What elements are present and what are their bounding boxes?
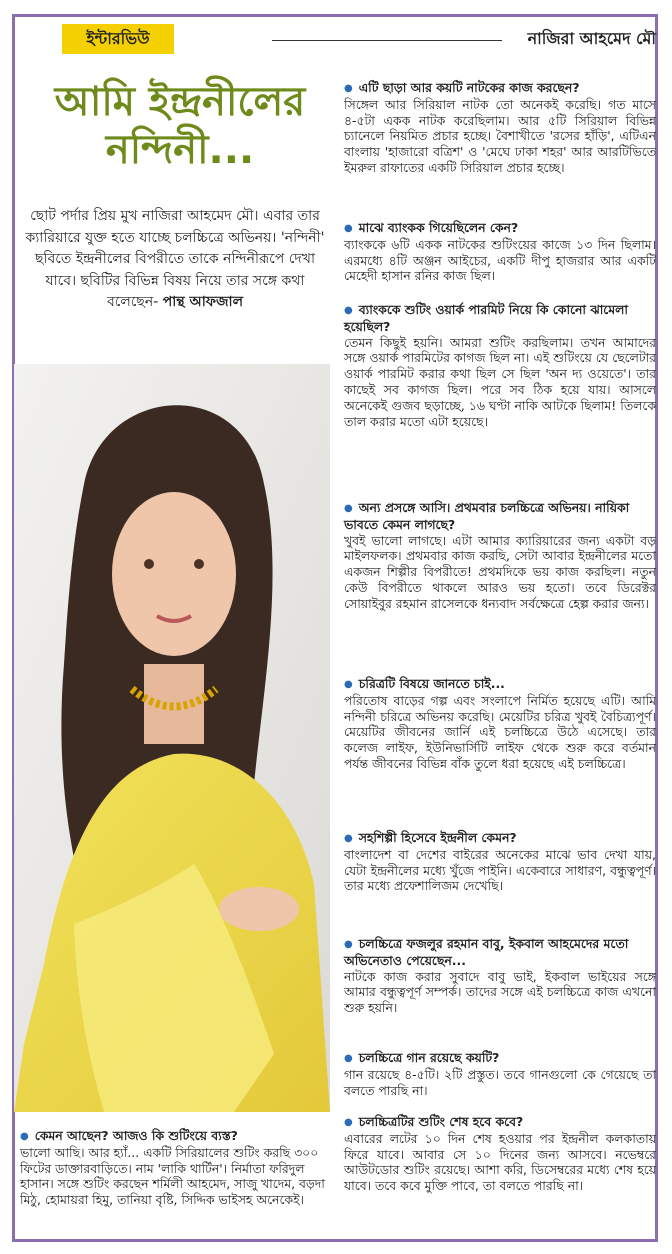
answer: ভালো আছি। আর হ্যাঁ... একটি সিরিয়ালের শুটিং করছি ৩০০ ফিটের ডাক্তারবাড়িতে। নাম 'লাকি থার্টিন'। নির্মাতা ফরিদুল হাসান। সঙ্গে শুটিং করছেন শর্মিলী আহমেদ, সাজু খাদেম, বড়দা মিঠু, হোমায়রা হিমু, তানিয়া বৃষ্টি, সিদ্দিক ভাইসহ অনেকেই। bbox=[20, 1144, 325, 1208]
question: ● অন্য প্রসঙ্গে আসি। প্রথমবার চলচ্চিত্রে অভিনয়। নায়িকা ভাবতে কেমন লাগছে? bbox=[344, 500, 630, 532]
bullet-icon: ● bbox=[344, 503, 353, 514]
headline-line-1: আমি ইন্দ্রনীলের bbox=[54, 79, 306, 125]
qa-item bbox=[344, 220, 656, 284]
qa-item bbox=[344, 1114, 656, 1194]
answer: নাটকে কাজ করার সুবাদে বাবু ভাই, ইকবাল ভাইয়ের সঙ্গে আমার বন্ধুত্বপূর্ণ সম্পর্ক। তাদের সঙ্গে এই চলচ্চিত্রে কাজ এখনো শুরু হয়নি। bbox=[344, 968, 656, 1016]
qa-item bbox=[344, 500, 656, 612]
bullet-icon: ● bbox=[344, 83, 353, 94]
qa-item bbox=[344, 302, 656, 429]
qa-item bbox=[344, 936, 656, 1016]
section-rubric: ইন্টারভিউ bbox=[62, 24, 174, 54]
headline bbox=[30, 78, 330, 174]
bullet-icon: ● bbox=[344, 679, 353, 690]
question: ● চরিত্রটি বিষয়ে জানতে চাই... bbox=[344, 676, 505, 691]
answer: সিঙ্গেল আর সিরিয়াল নাটক তো অনেকই করেছি। গত মাসে ৪-৫টা একক নাটক করেছিলাম। আর ৫টি সিরিয়াল বিভিন্ন চ্যানেলে নিয়মিত প্রচার হচ্ছে। বৈশাখীতে 'রসের হাঁড়ি', এটিএন বাংলায় 'হাজারো বত্রিশ' ও 'মেঘে ঢাকা শহর' আর আরটিভিতে ইমরুল রাফাতের একটি সিরিয়াল প্রচার হচ্ছে। bbox=[344, 96, 656, 175]
question: ● সহশিল্পী হিসেবে ইন্দ্রনীল কেমন? bbox=[344, 830, 517, 845]
question: ● কেমন আছেন? আজও কি শুটিংয়ে ব্যস্ত? bbox=[20, 1128, 238, 1143]
bullet-icon: ● bbox=[344, 833, 353, 844]
question: ● ব্যাংককে শুটিং ওয়ার্ক পারমিট নিয়ে কি কোনো ঝামেলা হয়েছিল? bbox=[344, 302, 628, 334]
interviewee-name: নাজিরা আহমেদ মৌ bbox=[527, 29, 656, 48]
intro-paragraph bbox=[22, 206, 328, 314]
bullet-icon: ● bbox=[344, 223, 353, 234]
bullet-icon: ● bbox=[20, 1131, 29, 1142]
question: ● চলচ্চিত্রে গান রয়েছে কয়টি? bbox=[344, 1050, 500, 1065]
qa-item-bottom bbox=[20, 1128, 330, 1208]
bullet-icon: ● bbox=[344, 1117, 353, 1128]
bullet-icon: ● bbox=[344, 939, 353, 950]
question: ● মাঝে ব্যাংকক গিয়েছিলেন কেন? bbox=[344, 220, 519, 235]
question: ● এটি ছাড়া আর কয়টি নাটকের কাজ করছেন? bbox=[344, 80, 580, 95]
bullet-icon: ● bbox=[344, 1053, 353, 1064]
answer: ব্যাংককে ৬টি একক নাটকের শুটিংয়ের কাজে ১৩ দিন ছিলাম। এরমধ্যে ৪টি অঞ্জন আইচের, একটি দীপু হাজরার আর একটি মেহেদী হাসান রনির কাজ ছিল। bbox=[344, 236, 656, 284]
headline-line-2: নন্দিনী... bbox=[105, 127, 255, 173]
answer: খুবই ভালো লাগছে। এটা আমার ক্যারিয়ারের জন্য একটা বড় মাইলফলক। প্রথমবার কাজ করছি, সেটা আবার ইন্দ্রনীলের মতো একজন শিল্পীর বিপরীতে! প্রথমদিকে ভয় কাজ করছিল। নতুন কেউ বিপরীতে থাকলে আরও ভয় হতো। তবে ডিরেক্টর সোয়াইবুর রহমান রাসেলকে ধন্যবাদ সর্বক্ষেত্রে হেল্প করার জন্য। bbox=[344, 532, 656, 611]
answer: এবারের লটের ১০ দিন শেষ হওয়ার পর ইন্দ্রনীল কলকাতায় ফিরে যাবে। আবার সে ১০ দিনের জন্য আসবে। নভেম্বরে আউটডোর শুটিং রয়েছে। আশা করি, ডিসেম্বরের মধ্যে শেষ হয়ে যাবে। তবে কবে মুক্তি পাবে, তা বলতে পারছি না। bbox=[344, 1130, 656, 1194]
qa-item bbox=[344, 830, 656, 894]
qa-item bbox=[344, 80, 656, 176]
answer: তেমন কিছুই হয়নি। আমরা শুটিং করছিলাম। তখন আমাদের সঙ্গে ওয়ার্ক পারমিটের কাগজ ছিল না। এই শুটিংয়ে যে ছেলেটার ওয়ার্ক পারমিট করার কথা ছিল সে ছিল 'অন দ্য ওয়েতে'। তার কাছেই সব কাগজ ছিল। পরে সব ঠিক হয়ে যায়। আসলে অনেকেই গুজব ছড়াচ্ছে, ১৬ ঘণ্টা নাকি আটকে ছিলাম! তিলকে তাল করার মতো এটা হয়েছে। bbox=[344, 334, 656, 429]
intro-text: ছোট পর্দার প্রিয় মুখ নাজিরা আহমেদ মৌ। এবার তার ক্যারিয়ারে যুক্ত হতে যাচ্ছে চলচ্চিত্রে অভিনয়। 'নন্দিনী' ছবিতে ইন্দ্রনীলের বিপরীতে তাকে নন্দিনীরূপে দেখা যাবে। ছবিটির বিভিন্ন বিষয় নিয়ে তার সঙ্গে কথা বলেছেন- bbox=[25, 208, 325, 310]
answer: গান রয়েছে ৪-৫টি। ২টি প্রস্তুত। তবে গানগুলো কে গেয়েছে তা বলতে পারছি না। bbox=[344, 1066, 656, 1098]
portrait-photo bbox=[14, 364, 330, 1112]
qa-item bbox=[344, 1050, 656, 1098]
answer: বাংলাদেশ বা দেশের বাইরের অনেকের মাঝে ভাব দেখা যায়, যেটা ইন্দ্রনীলের মধ্যে খুঁজে পাইনি। একেবারে সাধারণ, বন্ধুত্বপূর্ণ। তার মধ্যে প্রফেশালিজম দেখেছি। bbox=[344, 846, 656, 894]
question: ● চলচ্চিত্রটির শুটিং শেষ হবে কবে? bbox=[344, 1114, 524, 1129]
intro-author: পান্থ আফজাল bbox=[162, 294, 244, 310]
answer: পরিতোষ বাড়ের গল্প এবং সংলাপে নির্মিত হয়েছে এটি। আমি নন্দিনী চরিত্রে অভিনয় করেছি। মেয়েটির চরিত্র খুবই বৈচিত্র্যপূর্ণ। মেয়েটির জীবনের জার্নি এই চলচ্চিত্রে উঠে এসেছে। তার কলেজ লাইফ, ইউনিভার্সিটি লাইফ থেকে শুরু করে বর্তমান পর্যন্ত জীবনের বিভিন্ন বাঁক তুলে ধরা হয়েছে এই চলচ্চিত্রে। bbox=[344, 692, 656, 771]
article-header bbox=[62, 24, 662, 54]
header-rule bbox=[272, 40, 502, 41]
qa-item bbox=[344, 676, 656, 772]
bullet-icon: ● bbox=[344, 305, 353, 316]
question: ● চলচ্চিত্রে ফজলুর রহমান বাবু, ইকবাল আহমেদের মতো অভিনেতাও পেয়েছেন... bbox=[344, 936, 629, 968]
